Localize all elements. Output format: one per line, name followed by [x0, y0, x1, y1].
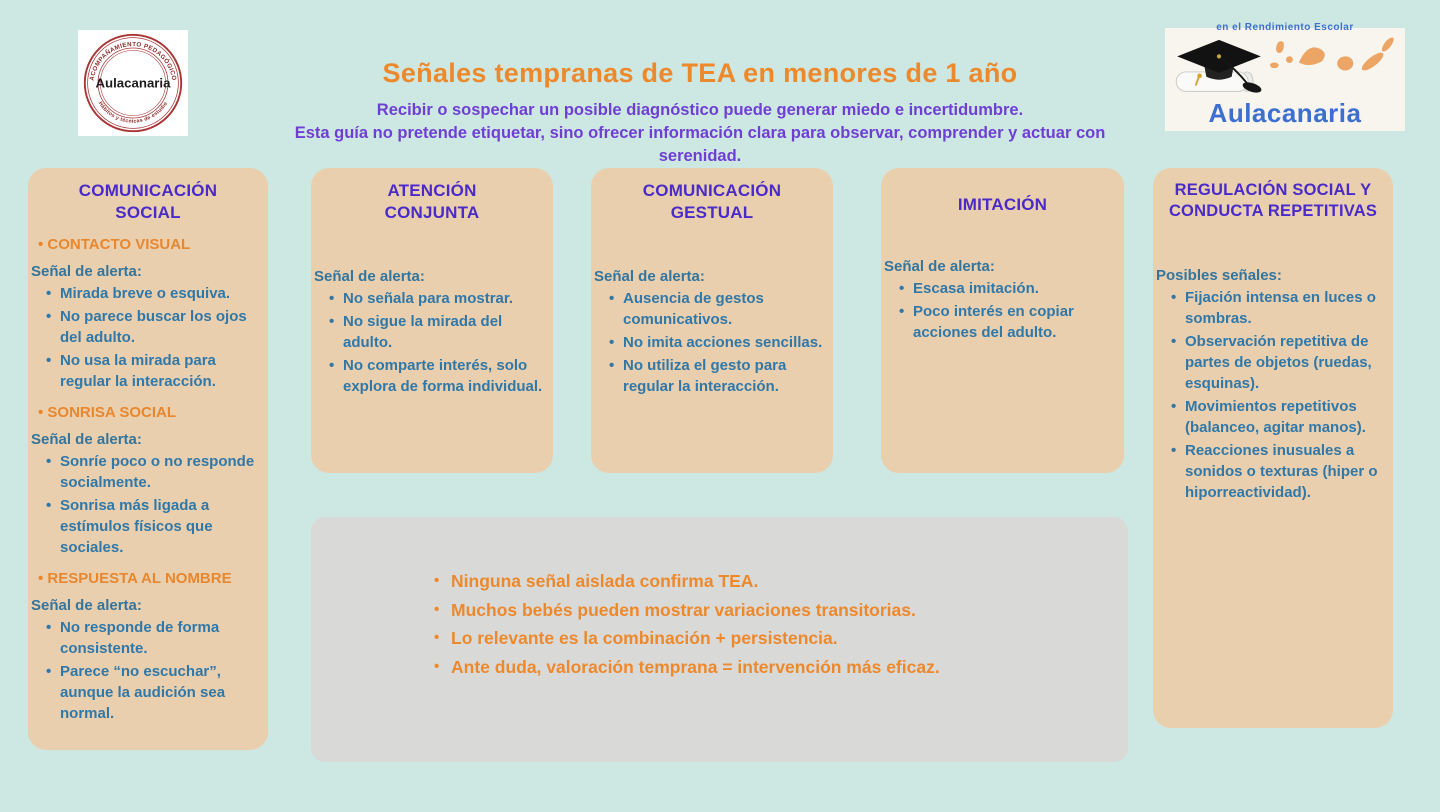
section-contacto-visual [28, 236, 268, 392]
signal-item: • Ausencia de gestos comunicativos. [609, 288, 829, 330]
card-title: IMITACIÓN [957, 195, 1048, 214]
signal-item: • No usa la mirada para regular la interacción. [46, 350, 264, 392]
section-heading: • SONRISA SOCIAL [38, 404, 264, 421]
stamp-arc-top-text: ACOMPAÑAMIENTO PEDAGÓGICO [88, 41, 178, 82]
signal-item: • Poco interés en copiar acciones del adulto. [899, 301, 1120, 343]
signal-item: • Movimientos repetitivos (balanceo, agitar manos). [1171, 396, 1389, 438]
card-title: COMUNICACIÓN GESTUAL [642, 181, 782, 223]
signal-list [46, 617, 264, 724]
card-title: COMUNICACIÓN SOCIAL [78, 181, 218, 223]
summary-item: • Ante duda, valoración temprana = intervención más eficaz. [434, 653, 1108, 682]
alert-label: Señal de alerta: [31, 263, 142, 281]
summary-item: • Ninguna señal aislada confirma TEA. [434, 567, 1108, 596]
alert-label: Señal de alerta: [884, 258, 995, 276]
subtitle-line-2: Esta guía no pretende etiquetar, sino ofrecer información clara para observar, comprender y actuar con serenidad. [294, 124, 1106, 166]
alert-label: Señal de alerta: [594, 268, 705, 286]
card-comunicacion-gestual [591, 168, 833, 473]
card-regulacion-social [1153, 168, 1393, 728]
summary-item: • Lo relevante es la combinación + persistencia. [434, 624, 1108, 653]
signal-item: • Escasa imitación. [899, 278, 1120, 299]
section-heading: • RESPUESTA AL NOMBRE [38, 570, 264, 587]
graduation-cap-icon [1169, 36, 1269, 104]
stamp-brand-text: Aulacanaria [95, 75, 171, 91]
signal-item: • No responde de forma consistente. [46, 617, 264, 659]
aulacanaria-banner-logo [1165, 22, 1405, 131]
signal-item: • Observación repetitiva de partes de objetos (ruedas, esquinas). [1171, 331, 1389, 394]
card-comunicacion-social [28, 168, 268, 750]
alert-label: Señal de alerta: [314, 268, 425, 286]
signal-item: • Sonríe poco o no responde socialmente. [46, 451, 264, 493]
subtitle-line-1: Recibir o sospechar un posible diagnóstico puede generar miedo e incertidumbre. [376, 101, 1024, 119]
alert-label: Señal de alerta: [31, 431, 142, 449]
banner-brand-text: Aulacanaria [1208, 98, 1362, 128]
summary-box [311, 517, 1128, 762]
signal-list [609, 288, 829, 397]
signal-list [46, 451, 264, 558]
signal-list [1171, 287, 1389, 503]
signal-item: • No parece buscar los ojos del adulto. [46, 306, 264, 348]
page-title: Señales tempranas de TEA en menores de 1 año [382, 58, 1018, 88]
canary-islands-icon [1263, 36, 1401, 88]
card-imitacion [881, 168, 1124, 473]
section-respuesta-al-nombre [28, 570, 268, 724]
stamp-arc-bottom-text: Hábitos y técnicas de estudio [96, 100, 170, 125]
signal-item: • No imita acciones sencillas. [609, 332, 829, 353]
card-atencion-conjunta [311, 168, 553, 473]
page-subtitle [260, 99, 1140, 168]
signal-item: • No comparte interés, solo explora de forma individual. [329, 355, 549, 397]
signal-list [899, 278, 1120, 343]
section-sonrisa-social [28, 404, 268, 558]
signal-item: • Fijación intensa en luces o sombras. [1171, 287, 1389, 329]
signal-item: • No sigue la mirada del adulto. [329, 311, 549, 353]
summary-list [311, 517, 1128, 682]
alert-label: Señal de alerta: [31, 597, 142, 615]
signal-item: • Sonrisa más ligada a estímulos físicos que sociales. [46, 495, 264, 558]
card-title: REGULACIÓN SOCIAL Y CONDUCTA REPETITIVAS [1168, 181, 1378, 221]
signal-item: • Reacciones inusuales a sonidos o texturas (hiper o hiporreactividad). [1171, 440, 1389, 503]
signal-list [46, 283, 264, 392]
summary-item: • Muchos bebés pueden mostrar variaciones transitorias. [434, 596, 1108, 625]
signal-item: • Mirada breve o esquiva. [46, 283, 264, 304]
signal-list [329, 288, 549, 397]
card-title: ATENCIÓN CONJUNTA [384, 181, 480, 223]
banner-tagline-clipped: en el Rendimiento Escolar [1216, 22, 1354, 33]
section-heading: • CONTACTO VISUAL [38, 236, 264, 253]
signal-item: • Parece “no escuchar”, aunque la audición sea normal. [46, 661, 264, 724]
signal-item: • No utiliza el gesto para regular la interacción. [609, 355, 829, 397]
alert-label: Posibles señales: [1156, 266, 1282, 284]
signal-item: • No señala para mostrar. [329, 288, 549, 309]
